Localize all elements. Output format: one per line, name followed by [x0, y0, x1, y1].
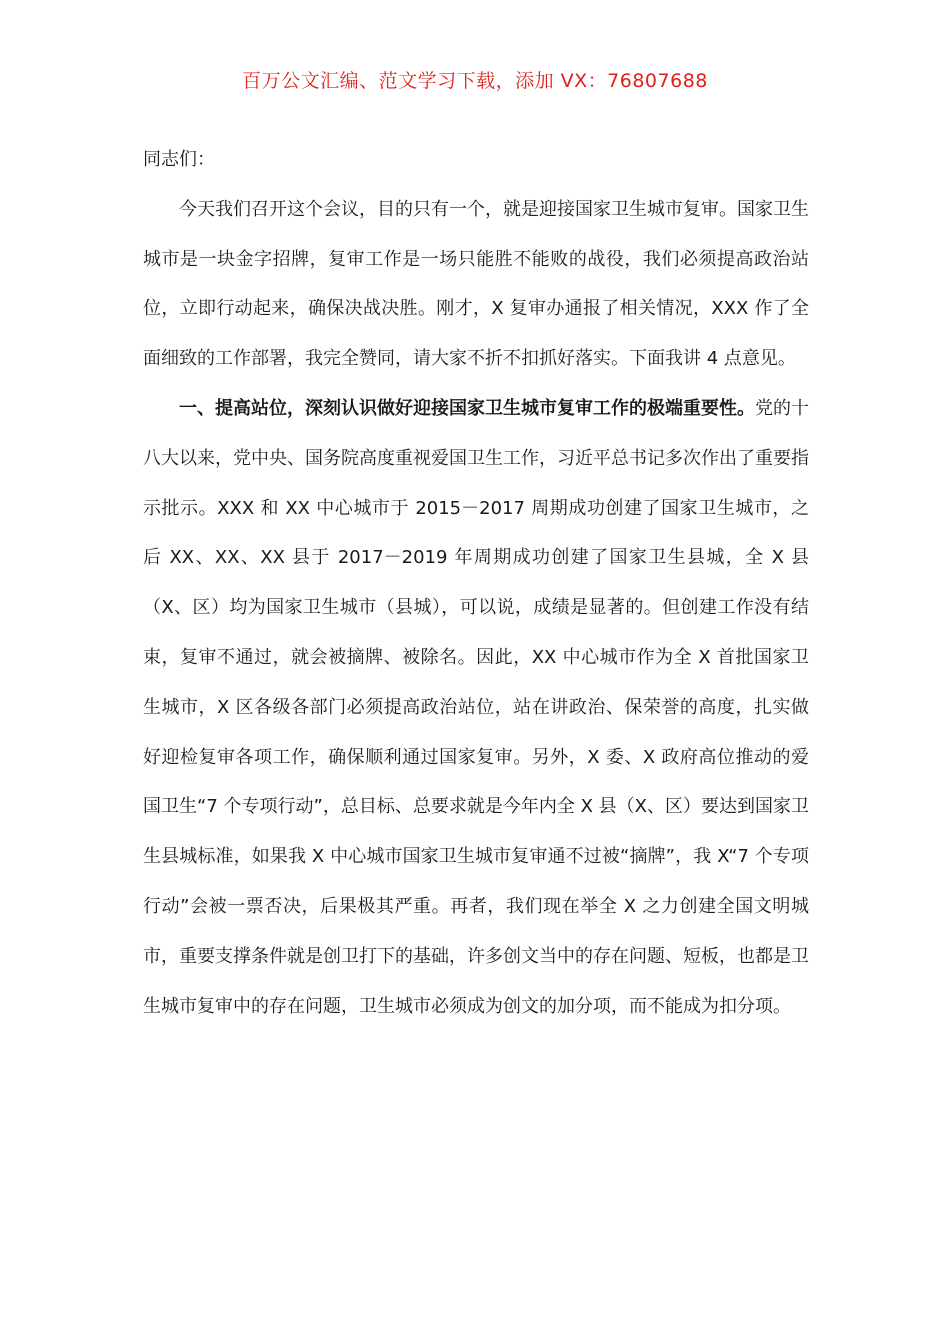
- opening-paragraph: 今天我们召开这个会议，目的只有一个，就是迎接国家卫生城市复审。国家卫生城市是一块金字招牌，复审工作是一场只能胜不能败的战役，我们必须提高政治站位，立即行动起来，确保决战决胜。刚才，X 复审办通报了相关情况，XXX 作了全面细致的工作部署，我完全赞同，请大家不折不扣抓好落实。下面我讲 4 点意见。: [143, 198, 809, 370]
- document-body: [143, 135, 809, 1031]
- watermark-banner: 百万公文汇编、范文学习下载，添加 VX：76807688: [242, 70, 708, 92]
- section-1-body: 党的十八大以来，党中央、国务院高度重视爱国卫生工作，习近平总书记多次作出了重要指示批示。XXX 和 XX 中心城市于 2015－2017 周期成功创建了国家卫生城市，之后 XX、XX、XX 县于 2017－2019 年周期成功创建了国家卫生县城，全 X 县（X、区）均为国家卫生城市（县城），可以说，成绩是显著的。但创建工作没有结束，复审不通过，就会被摘牌、被除名。因此，XX 中心城市作为全 X 首批国家卫生城市，X 区各级各部门必须提高政治站位，站在讲政治、保荣誉的高度，扎实做好迎检复审各项工作，确保顺利通过国家复审。另外，X 委、X 政府高位推动的爱国卫生“7 个专项行动”，总目标、总要求就是今年内全 X 县（X、区）要达到国家卫生县城标准，如果我 X 中心城市国家卫生城市复审通不过被“摘牌”，我 X“7 个专项行动”会被一票否决，后果极其严重。再者，我们现在举全 X 之力创建全国文明城市，重要支撑条件就是创卫打下的基础，许多创文当中的存在问题、短板，也都是卫生城市复审中的存在问题，卫生城市必须成为创文的加分项，而不能成为扣分项。: [143, 397, 809, 1017]
- section-1-paragraph: [143, 384, 809, 1031]
- section-1-heading: 一、提高站位，深刻认识做好迎接国家卫生城市复审工作的极端重要性。: [179, 397, 755, 419]
- salutation: 同志们：: [143, 149, 215, 170]
